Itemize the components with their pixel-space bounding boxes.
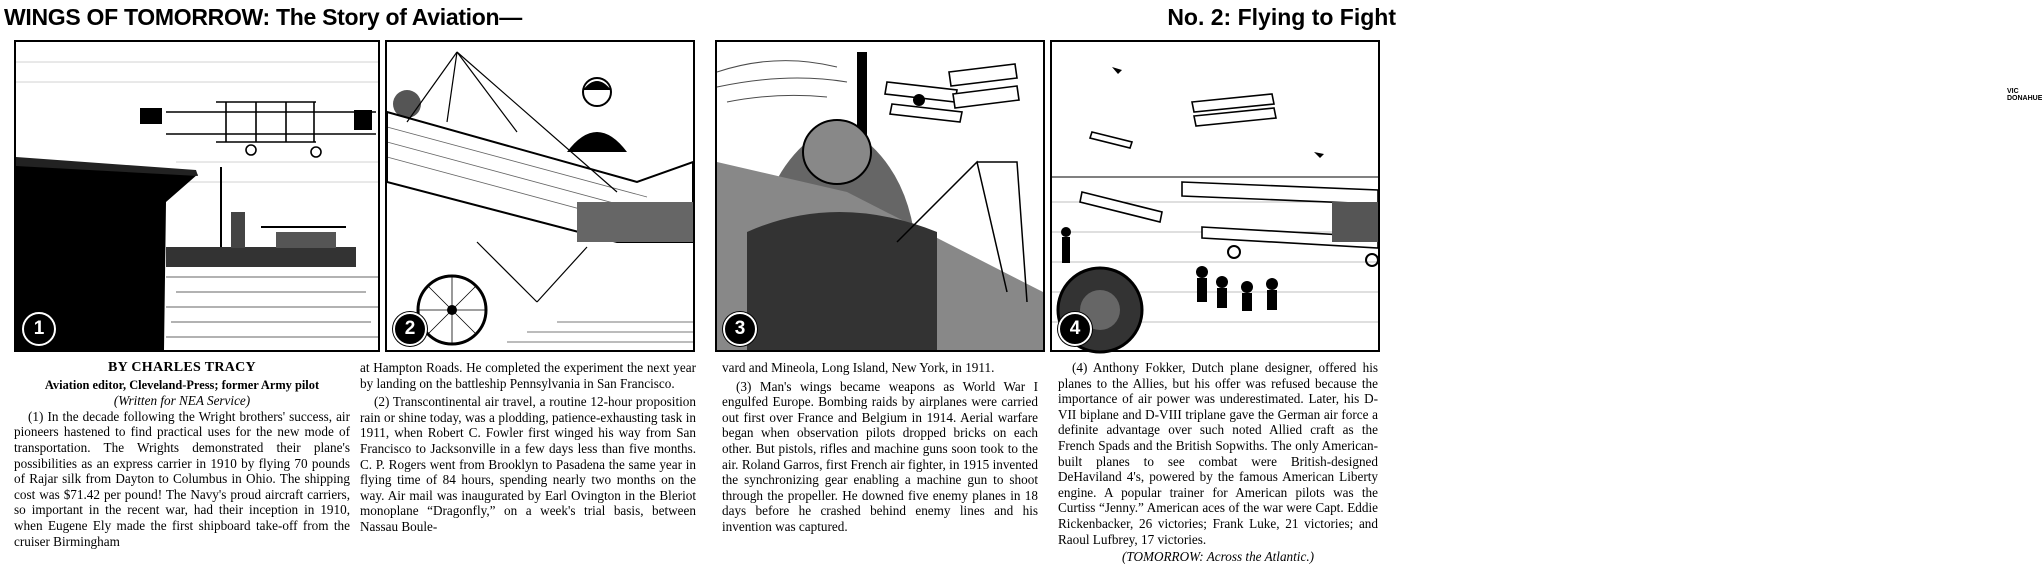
paragraph-1: (1) In the decade following the Wright brothers' success, air pioneers hastened to find practical uses for the new mode of transportation. The Wrights demonstrated their plane's possibilities as an express carrier in 1910 by flying 70 pounds of Rajar silk from Dayton to Columbus in Ohio. The shipping cost was $71.42 per pound! The Navy's proud aircraft carriers, so important in the recent war, had their inception in 1910, when Eugene Ely made the first shipboard take-off from the cruiser Birmingham (14, 408, 350, 549)
panel-2-number: 2 (393, 312, 427, 346)
panel-1-illustration (16, 42, 378, 350)
service-credit: (Written for NEA Service) (113, 393, 251, 409)
panel-3 (715, 40, 2042, 352)
panel-4 (1050, 40, 1380, 352)
paragraph-1-continued: at Hampton Roads. He completed the experiment the next year by landing on the battleship Pennsylvania in San Francisco. (360, 360, 696, 391)
panel-2 (385, 40, 695, 352)
panel-3-number: 3 (723, 312, 757, 346)
episode-title: No. 2: Flying to Fight (1167, 4, 1396, 30)
paragraph-4: (4) Anthony Fokker, Dutch plane designer, offered his planes to the Allies, but his offer was refused because the importance of air power was underestimated. Later, his D-VII biplane and D-VIII triplane gave the German air force a definite advantage over such noted Allied craft as the French Spads and the British Sopwiths. The only American-built planes to see combat were British-designed DeHaviland 4's, powered by the famous American Liberty engine. A popular trainer for American pilots was the Curtiss “Jenny.” American aces of the war were Capt. Eddie Rickenbacker, 26 victories; Frank Luke, 21 victories; and Raoul Lufbrey, 17 victories. (1058, 360, 1378, 547)
author-credit: Aviation editor, Cleveland-Press; former Army pilot (44, 377, 320, 392)
panel-1 (14, 40, 380, 352)
byline: BY CHARLES TRACY (108, 360, 256, 375)
panel-4-illustration (1052, 42, 1378, 350)
paragraph-2-continued: vard and Mineola, Long Island, New York, in 1911. (722, 360, 995, 375)
strip-title: WINGS OF TOMORROW: The Story of Aviation— (4, 4, 522, 30)
artist-signature: VIC DONAHUE (2007, 88, 2042, 102)
next-episode-note: (TOMORROW: Across the Atlantic.) (1121, 549, 1315, 565)
column-3 (722, 360, 1038, 535)
column-1 (14, 360, 350, 549)
paragraph-3: (3) Man's wings became weapons as World War I engulfed Europe. Bombing raids by airplanes were carried out first over France and Belgium in 1914. Aerial warfare began when observation pilots dropped bricks on each other. But pistols, rifles and machine guns soon took to the air. Roland Garros, first French air fighter, in 1915 invented the synchronizing gear enabling a machine gun to shoot through the propeller. He downed five enemy planes in 18 days before he crashed behind enemy lines and his invention was captured. (722, 378, 1038, 534)
column-2 (360, 360, 696, 535)
panel-3-illustration (717, 42, 1043, 350)
column-4 (1058, 360, 1378, 565)
panel-1-number: 1 (22, 312, 56, 346)
panel-2-illustration (387, 42, 693, 350)
paragraph-2: (2) Transcontinental air travel, a routine 12-hour proposition rain or shine today, was a plodding, patience-exhausting task in 1911, when Robert C. Fowler first winged his way from San Francisco to Jacksonville in a few days less than five months. C. P. Rogers went from Brooklyn to Pasadena the same year in flying time of 84 hours, spending nearly two months on the way. Air mail was inaugurated by Earl Ovington in the Bleriot monoplane “Dragonfly,” on a week's trial basis, between Nassau Boule- (360, 394, 696, 534)
panel-4-number: 4 (1058, 312, 1092, 346)
